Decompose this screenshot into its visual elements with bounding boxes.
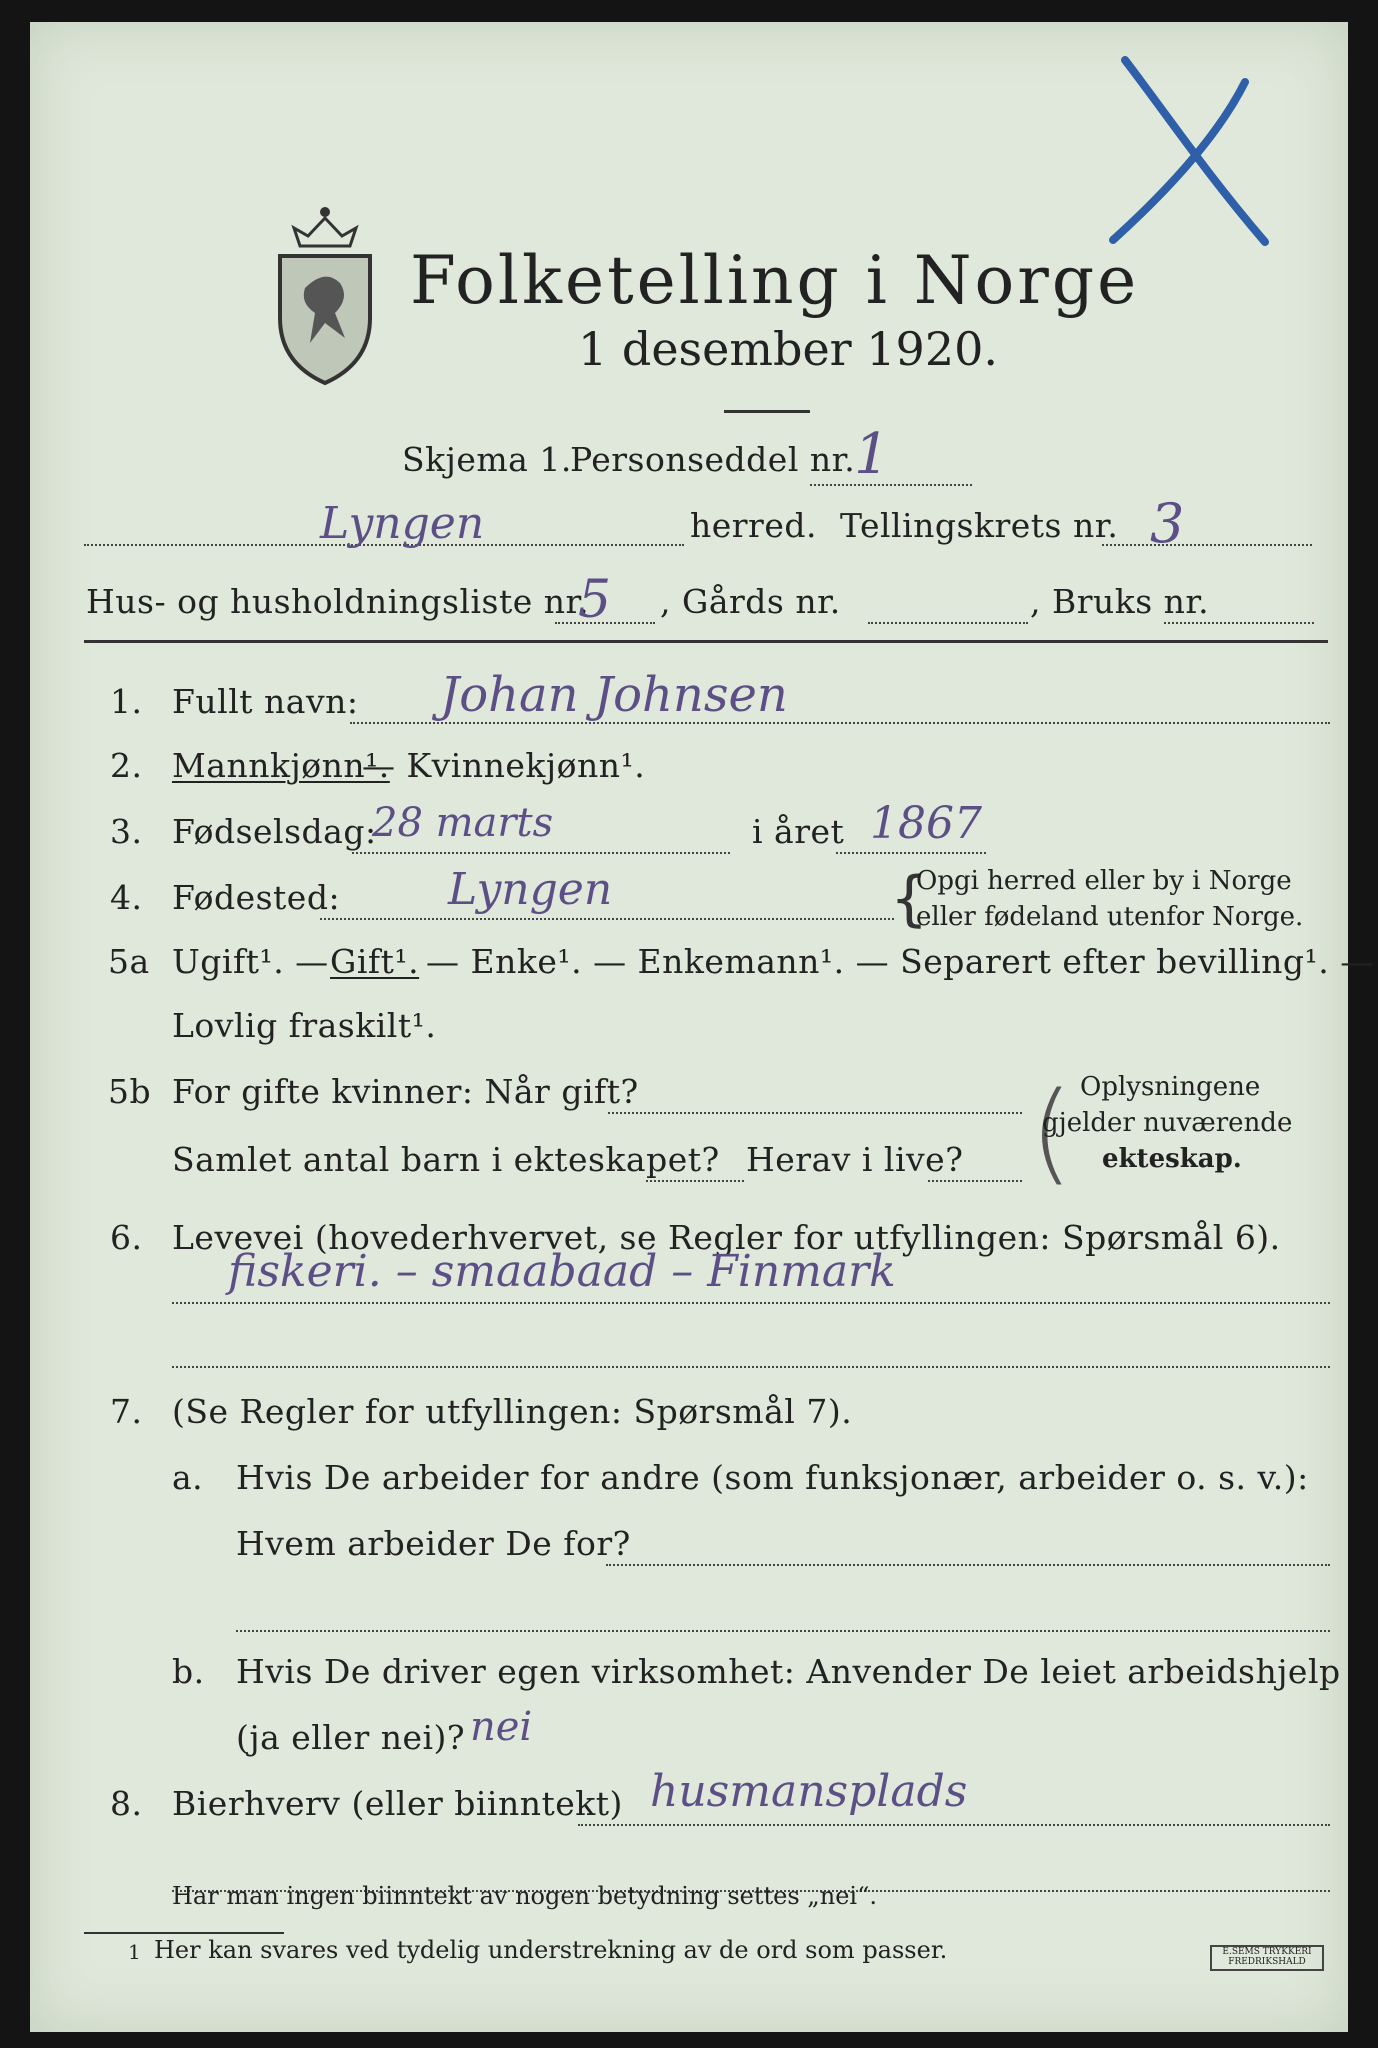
q7-number: 7.: [110, 1392, 143, 1431]
q5b-note2: gjelder nuværende: [1042, 1108, 1293, 1138]
q5a-options: — Enke¹. — Enkemann¹. — Separert efter bevilling¹. —: [426, 942, 1374, 981]
q7b-label: Hvis De driver egen virksomhet: Anvender De leiet arbeidshjelp: [236, 1652, 1341, 1691]
tellingskrets-line: [1102, 544, 1312, 546]
tellingskrets-label: Tellingskrets nr.: [840, 506, 1119, 545]
q7a-line-extra: [236, 1630, 1330, 1632]
title-divider: [724, 410, 810, 413]
personseddel-label: Personseddel nr.: [570, 440, 856, 479]
q1-label: Fullt navn:: [172, 682, 359, 721]
q1-value: Johan Johnsen: [440, 667, 788, 723]
husholdningsliste-value: 5: [578, 570, 612, 630]
q7a-line2: Hvem arbeider De for?: [236, 1524, 631, 1563]
q5b-line2-label: Samlet antal barn i ekteskapet?: [172, 1140, 720, 1179]
q6-line2: [172, 1366, 1330, 1368]
printer-stamp: E.SEMS TRYKKERI FREDRIKSHALD: [1210, 1945, 1324, 1971]
q8-label: Bierhverv (eller biinntekt): [172, 1784, 623, 1823]
footnote-text: Her kan svares ved tydelig understrekning av de ord som passer.: [154, 1936, 948, 1964]
q5b-note1: Oplysningene: [1080, 1072, 1261, 1102]
q6-number: 6.: [110, 1218, 143, 1257]
q5b-label: For gifte kvinner: Når gift?: [172, 1072, 639, 1111]
q4-number: 4.: [110, 878, 143, 917]
q7-label: (Se Regler for utfyllingen: Spørsmål 7).: [172, 1392, 853, 1431]
coat-of-arms-icon: [270, 198, 380, 388]
q5a-gift: Gift¹.: [330, 942, 420, 981]
q3-label: Fødselsdag:: [172, 812, 377, 851]
q3-number: 3.: [110, 812, 143, 851]
q5a-number: 5a: [108, 942, 150, 981]
bruks-label: , Bruks nr.: [1030, 582, 1210, 621]
q7a-label: Hvis De arbeider for andre (som funksjonær, arbeider o. s. v.):: [236, 1458, 1309, 1497]
q2-number: 2.: [110, 746, 143, 785]
q4-note-line1: Opgi herred eller by i Norge: [916, 866, 1292, 896]
q5b-number: 5b: [108, 1072, 152, 1111]
census-form-sheet: [30, 22, 1374, 2032]
husholdningsliste-label: Hus- og husholdningsliste nr.: [86, 582, 590, 621]
footnote-number: 1: [128, 1940, 141, 1964]
q6-label: Levevei (hovederhvervet, se Regler for utfyllingen: Spørsmål 6).: [172, 1218, 1281, 1257]
q8-value: husmansplads: [650, 1766, 968, 1817]
q5b-line1: [608, 1112, 1022, 1114]
q5b-alive-label: Herav i live?: [746, 1140, 964, 1179]
q7b-line2: (ja eller nei)?: [236, 1718, 466, 1757]
footnote-divider: [84, 1932, 284, 1934]
q3-year-line: [836, 852, 986, 854]
q6-line1: [172, 1302, 1330, 1304]
form-number: Skjema 1.: [402, 440, 572, 479]
q8-line: [578, 1824, 1330, 1826]
q3-value: 28 marts: [372, 800, 554, 846]
q5a-ugift: Ugift¹. —: [172, 942, 329, 981]
blue-x-mark: [1095, 52, 1285, 252]
personseddel-value: 1: [854, 422, 890, 487]
gards-line: [868, 622, 1028, 624]
header-divider: [84, 640, 1328, 643]
q5b-alive-line: [928, 1180, 1022, 1182]
q3-year-value: 1867: [870, 798, 982, 849]
herred-label: herred.: [690, 506, 817, 545]
personseddel-line: [810, 484, 972, 486]
q7b-number: b.: [172, 1652, 205, 1691]
q7a-number: a.: [172, 1458, 204, 1497]
q4-label: Fødested:: [172, 878, 341, 917]
page-title: Folketelling i Norge: [410, 242, 1140, 319]
q2-female-option: — Kvinnekjønn¹.: [362, 746, 646, 785]
bruks-line: [1164, 622, 1314, 624]
q5b-note3: ekteskap.: [1102, 1144, 1242, 1174]
q4-note-line2: eller fødeland utenfor Norge.: [916, 902, 1304, 932]
q5a-line2: Lovlig fraskilt¹.: [172, 1006, 437, 1045]
census-date: 1 desember 1920.: [578, 322, 998, 376]
q7b-value: nei: [470, 1704, 533, 1750]
q4-brace: {: [890, 864, 929, 934]
q6-value: fiskeri. – smaabaad – Finmark: [228, 1246, 896, 1297]
q3-line: [352, 852, 730, 854]
q3-year-label: i året: [752, 812, 845, 851]
q5b-brace: (: [1030, 1068, 1073, 1196]
q7a-line: [606, 1564, 1330, 1566]
q2-male-option: Mannkjønn¹.: [172, 746, 390, 785]
tellingskrets-value: 3: [1150, 492, 1185, 555]
q8-number: 8.: [110, 1784, 143, 1823]
herred-value: Lyngen: [320, 498, 485, 549]
q4-value: Lyngen: [448, 864, 613, 915]
q4-line: [320, 918, 894, 920]
footer-note: Har man ingen biinntekt av nogen betydning settes „nei“.: [172, 1882, 877, 1910]
q1-number: 1.: [110, 682, 143, 721]
q5b-children-line: [646, 1180, 744, 1182]
gards-label: , Gårds nr.: [660, 582, 841, 621]
